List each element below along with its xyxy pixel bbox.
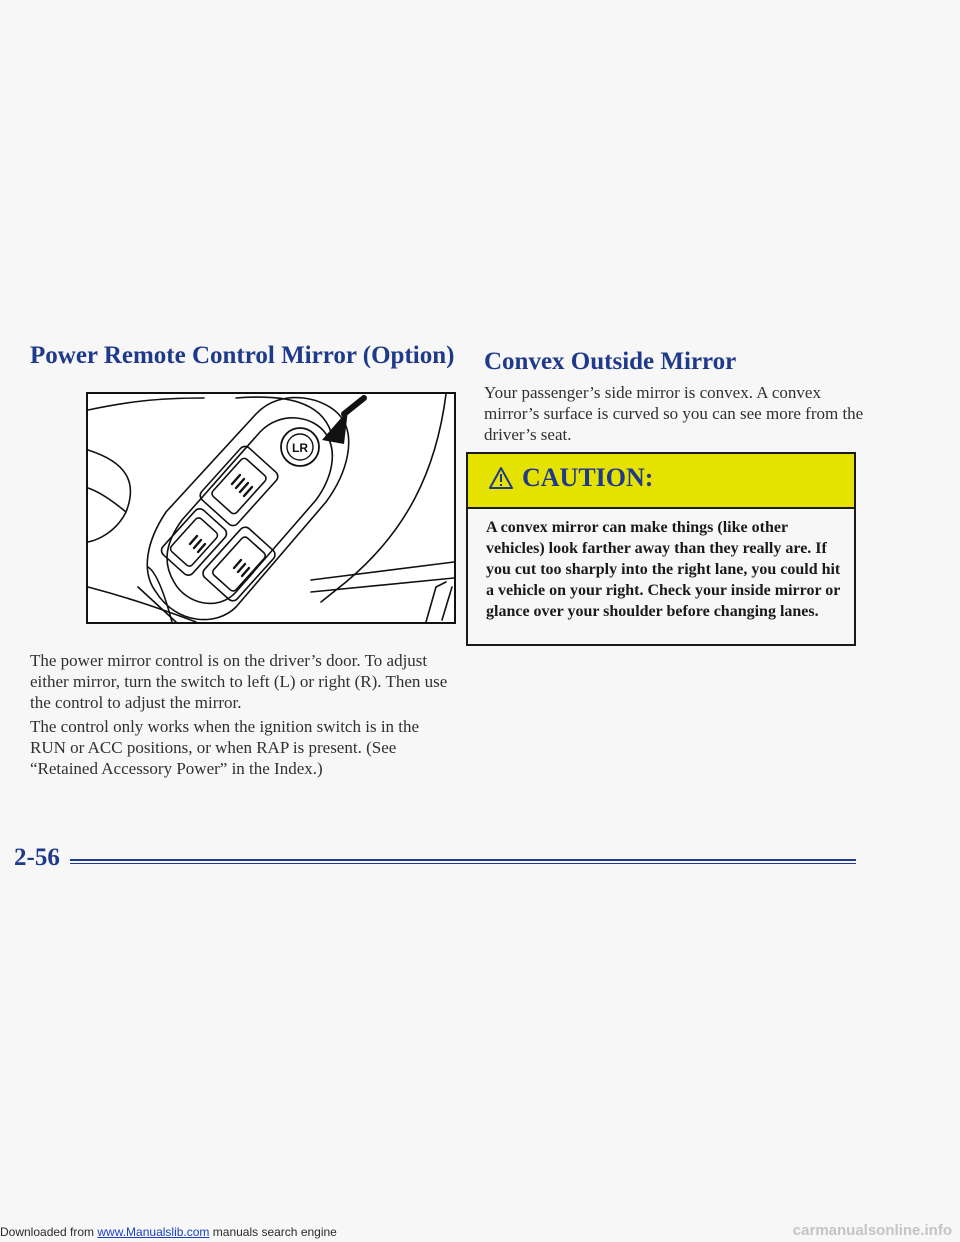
download-prefix: Downloaded from bbox=[0, 1225, 98, 1239]
paragraph-convex-description: Your passenger’s side mirror is convex. A convex mirror’s surface is curved so you can see more from the driver’s seat. bbox=[484, 383, 864, 444]
section-heading-convex-mirror: Convex Outside Mirror bbox=[484, 348, 737, 375]
caution-text: A convex mirror can make things (like other vehicles) look farther away than they really are. If you cut too sharply into the right lane, you could hit a vehicle on your right. Check your inside mirror or glance over your shoulder before changing lanes. bbox=[486, 519, 841, 620]
section-heading-power-mirror: Power Remote Control Mirror (Option) bbox=[30, 342, 455, 369]
caution-header bbox=[468, 454, 854, 507]
warning-triangle-icon bbox=[488, 466, 514, 490]
manualslib-link[interactable]: www.Manualslib.com bbox=[97, 1225, 210, 1239]
caution-label bbox=[488, 463, 653, 493]
footer-rule bbox=[70, 859, 856, 865]
download-suffix: manuals search engine bbox=[209, 1225, 337, 1239]
caution-box bbox=[466, 452, 856, 646]
site-watermark: carmanualsonline.info bbox=[792, 1222, 952, 1239]
download-credit bbox=[0, 1225, 337, 1239]
paragraph-ignition-note: The control only works when the ignition switch is in the RUN or ACC positions, or when RAP is present. (See “Retained Accessory Power” in the Index.) bbox=[30, 717, 420, 778]
page-number: 2-56 bbox=[14, 844, 60, 871]
caution-label-text: CAUTION: bbox=[522, 463, 654, 492]
caution-body bbox=[468, 507, 854, 644]
mirror-control-illustration bbox=[86, 392, 456, 624]
paragraph-mirror-location: The power mirror control is on the driver’s door. To adjust either mirror, turn the switch to left (L) or right (R). Then use the control to adjust the mirror. bbox=[30, 651, 448, 712]
mirror-selector-label: LR bbox=[292, 441, 308, 455]
